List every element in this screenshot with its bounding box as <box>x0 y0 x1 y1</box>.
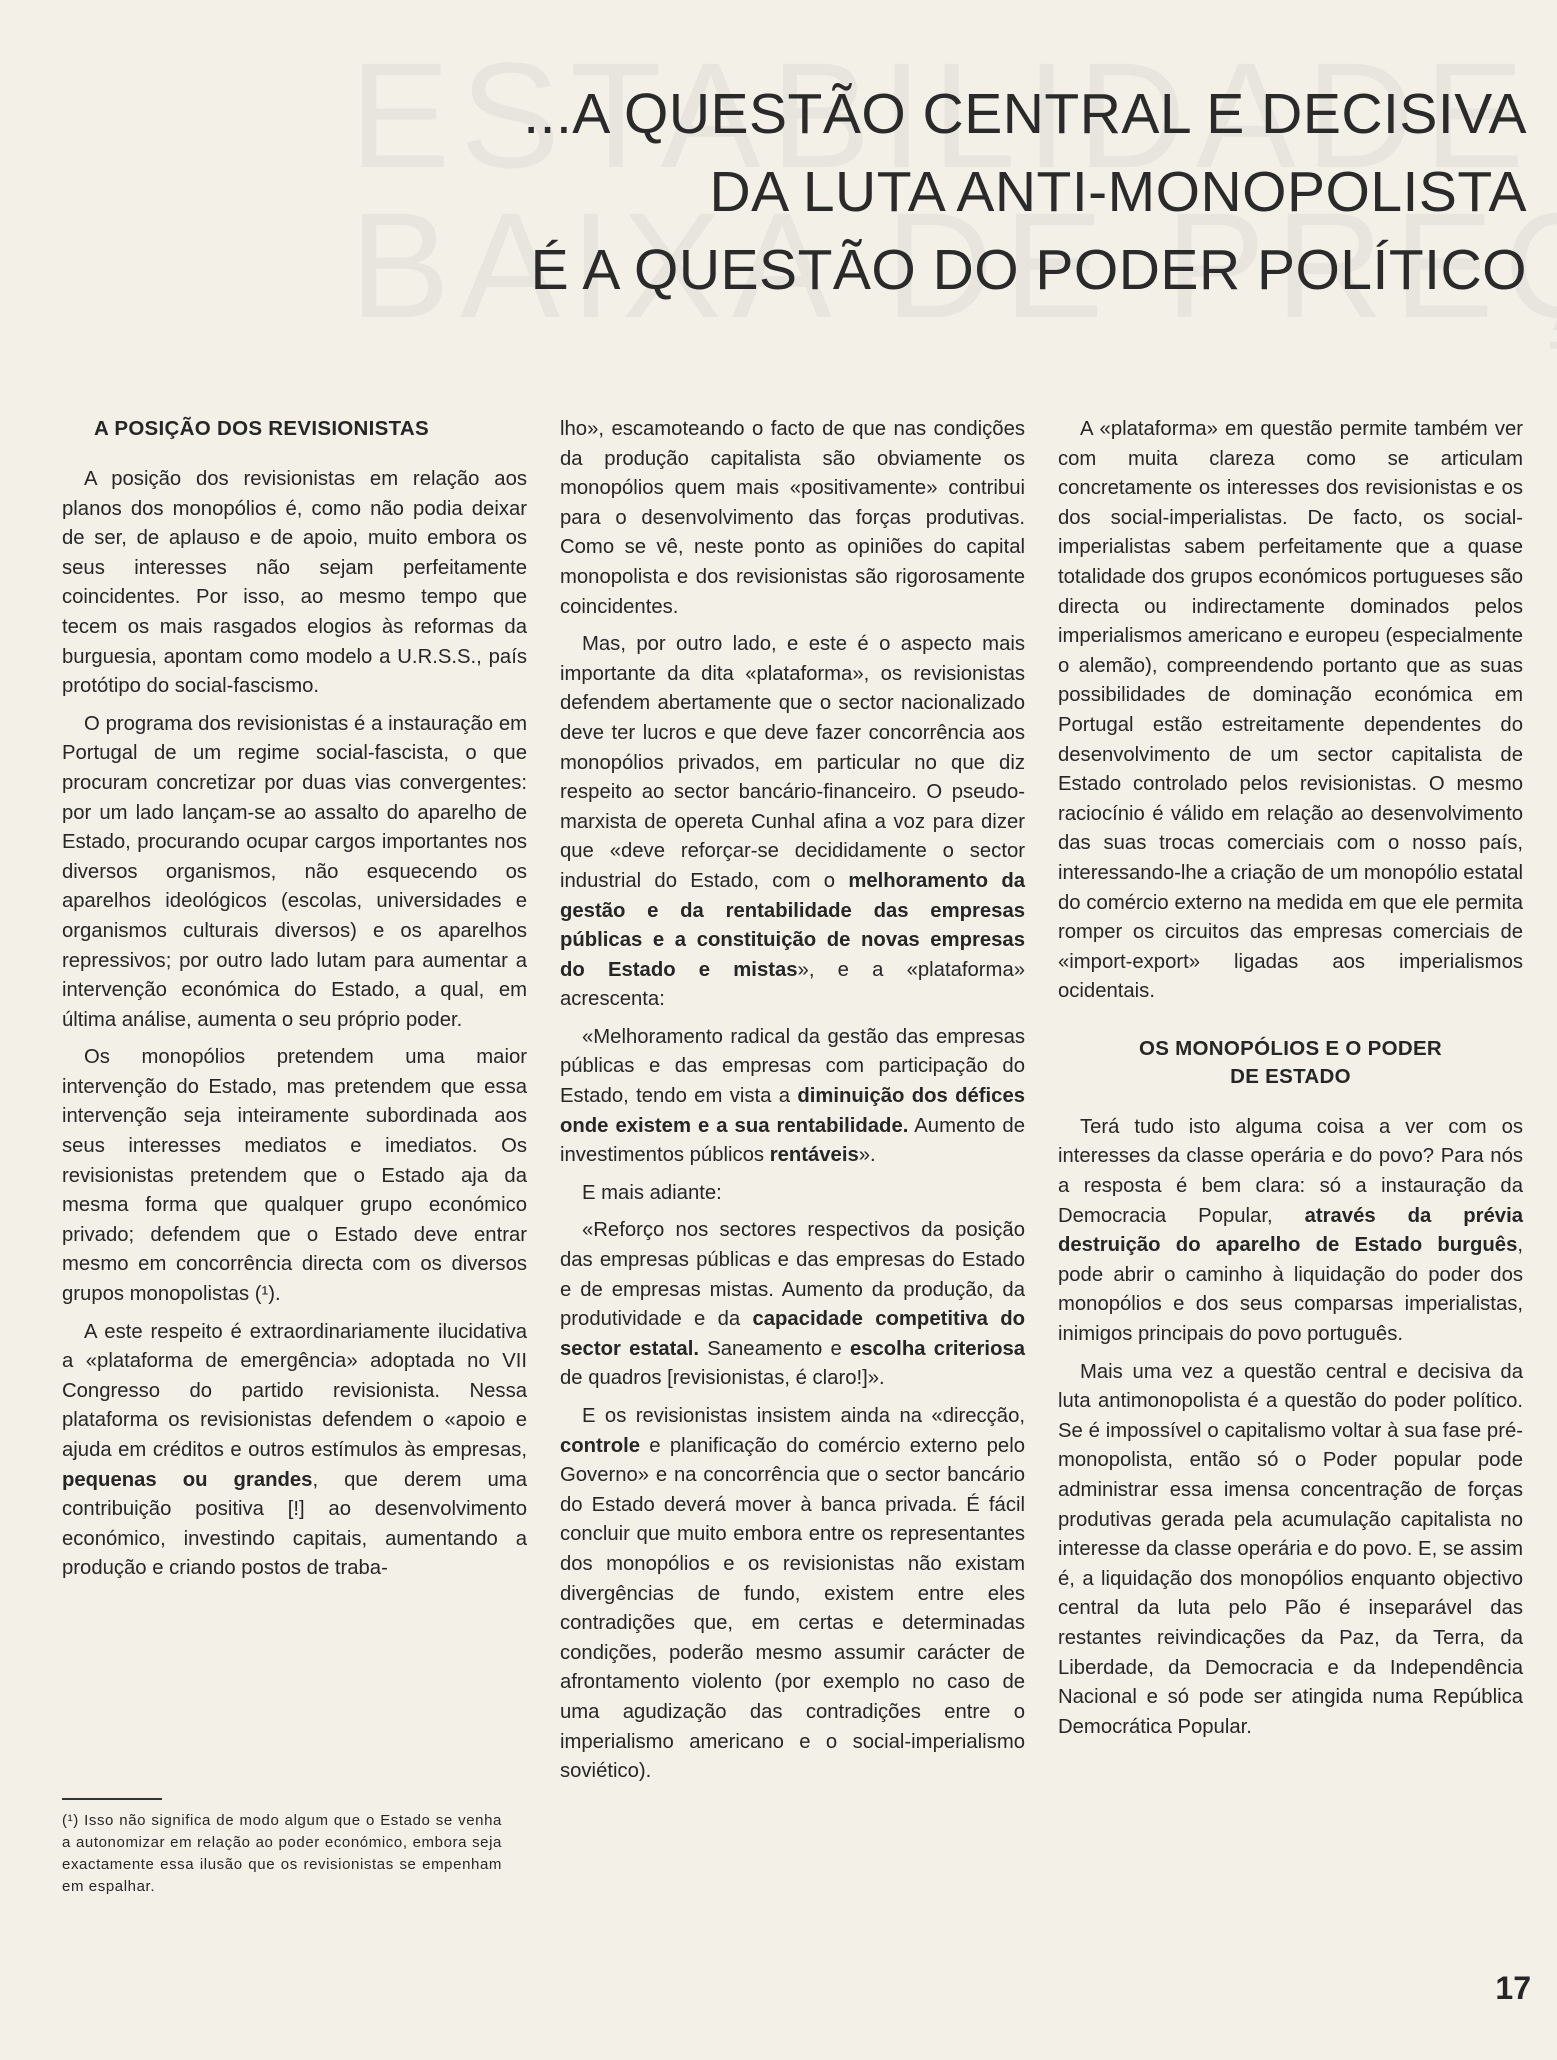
paragraph: lho», escamoteando o facto de que nas condições da produção capitalista são obviamente os monopólios quem mais «positivamente» contribui para o desenvolvimento das forças produtivas. Como se vê, neste ponto as opiniões do capital monopolista e dos revisionistas são rigorosamente coincidentes. <box>560 418 1025 618</box>
paragraph: Mais uma vez a questão central e decisiva da luta antimonopolista é a questão do poder político. Se é impossível o capitalismo voltar à sua fase pré-monopolista, então só o Poder popular pode administrar essa imensa concentração de forças produtivas gerada pela acumulação capitalista no interesse da classe operária e do povo. E, se assim é, a liquidação dos monopólios enquanto objectivo central da luta pelo Pão é inseparável das restantes reivindicações da Paz, da Terra, da Liberdade, da Democracia e da Independência Nacional e só pode ser atingida numa República Democrática Popular. <box>1058 1360 1523 1738</box>
bold-text: controle <box>560 1434 641 1457</box>
section-heading-monopolies <box>1058 1035 1523 1091</box>
text-run: , pode abrir o caminho à liquidação do poder dos monopólios e dos seus comparsas imperialistas, inimigos principais do povo português. <box>1058 1234 1523 1346</box>
footnote: (¹) Isso não significa de modo algum que o Estado se venha a autonomizar em relação ao poder económico, embora seja exactamente essa ilusão que os revisionistas se empenham em espalhar. <box>62 1812 502 1895</box>
paragraph: O programa dos revisionistas é a instauração em Portugal de um regime social-fascista, o que procuram concretizar por duas vias convergentes: por um lado lançam-se ao assalto do aparelho de Estado, procurando ocupar cargos importantes nos diversos organismos, não esquecendo os aparelhos ideológicos (escolas, universidades e organismos culturais diversos) e os aparelhos repressivos; por outro lado lutam para aumentar a intervenção económica do Estado, a qual, em última análise, aumenta o seu próprio poder. <box>62 712 527 1031</box>
bold-text: rentáveis <box>769 1144 859 1167</box>
footnote-divider <box>62 1798 162 1800</box>
text-run: , que derem uma contribuição positiva [!] ao desenvolvimento económico, investindo capitais, aumentando a produção e criando postos de traba- <box>62 1468 527 1580</box>
text-run: Aumento de investimentos públicos <box>560 1114 1025 1167</box>
paragraph <box>560 1023 1025 1171</box>
bold-text: pequenas ou grandes <box>62 1468 313 1491</box>
paragraph <box>560 1402 1025 1787</box>
paragraph: E mais adiante: <box>582 1181 722 1204</box>
text-run: de quadros [revisionistas, é claro!]». <box>560 1367 885 1390</box>
text-run: «Melhoramento radical da gestão das empresas públicas e das empresas com participação do Estado, tendo em vista a <box>560 1025 1025 1108</box>
heading-line: OS MONOPÓLIOS E O PODER <box>1138 1036 1443 1060</box>
text-column-2 <box>560 415 1025 1795</box>
text-run: Terá tudo isto alguma coisa a ver com os interesses da classe operária e do povo? Para nós a resposta é bem clara: só a instauração da Democracia Popular, <box>1058 1115 1523 1227</box>
paragraph <box>1058 1113 1523 1350</box>
text-run: ». <box>858 1144 876 1167</box>
text-column-1 <box>62 415 527 1592</box>
text-run: », e a «plataforma» acrescenta: <box>560 958 1025 1011</box>
paragraph <box>62 1318 527 1584</box>
bold-text: escolha criteriosa <box>849 1337 1026 1360</box>
text-run: E os revisionistas insistem ainda na «direcção, <box>582 1405 1025 1427</box>
bold-text: capacidade competitiva do sector estatal. <box>560 1308 1025 1360</box>
bold-text: melhoramento da gestão e da rentabilidade das empresas públicas e a constituição de novas empresas do Estado e mistas <box>560 869 1025 981</box>
section-heading-revisionists: A POSIÇÃO DOS REVISIONISTAS <box>94 417 430 440</box>
paragraph <box>560 1216 1025 1394</box>
text-column-3 <box>1058 415 1523 1750</box>
bold-text: através da prévia destruição do aparelho de Estado burguês <box>1058 1204 1523 1257</box>
text-run: Saneamento e <box>699 1337 850 1360</box>
paragraph: A posição dos revisionistas em relação aos planos dos monopólios é, como não podia deixar de ser, de aplauso e de apoio, muito embora os seus interesses não sejam perfeitamente coincidentes. Por isso, ao mesmo tempo que tecem os mais rasgados elogios às reformas da burguesia, apontam como modelo a U.R.S.S., país protótipo do social-fascismo. <box>62 468 527 698</box>
paragraph <box>560 630 1025 1015</box>
text-run: Mas, por outro lado, e este é o aspecto mais importante da dita «plataforma», os revisionistas defendem abertamente que o sector nacionalizado deve ter lucros e que deve fazer concorrência aos monopólios privados, em particular no que diz respeito ao sector bancário-financeiro. O pseudo-marxista de opereta Cunhal afina a voz para dizer que «deve reforçar-se decididamente o sector industrial do Estado, com o <box>560 633 1025 892</box>
page-number: 17 <box>1495 1970 1531 2006</box>
text-run: A este respeito é extraordinariamente ilucidativa a «plataforma de emergência» adoptada no VII Congresso do partido revisionista. Nessa plataforma os revisionistas defendem o «apoio e ajuda em créditos e outros estímulos às empresas, <box>62 1320 527 1461</box>
headline-line-1: ...A QUESTÃO CENTRAL E DECISIVA <box>523 82 1527 146</box>
paragraph: Os monopólios pretendem uma maior intervenção do Estado, mas pretendem que essa intervenção seja inteiramente subordinada aos seus interesses mediatos e imediatos. Os revisionistas pretendem que o Estado aja da mesma forma que qualquer grupo económico privado; defendem que o Estado deve entrar mesmo em concorrência directa com os diversos grupos monopolistas (¹). <box>62 1046 527 1306</box>
text-run: e planificação do comércio externo pelo Governo» e na concorrência que o sector bancário do Estado deverá mover à banca privada. É fácil concluir que muito embora entre os representantes dos monopólios e os revisionistas não existam divergências de fundo, existem entre eles contradições que, em certas e determinadas condições, poderão mesmo assumir carácter de afrontamento violento (por exemplo no caso de uma agudização das contradições entre o imperialismo americano e o social-imperialismo soviético). <box>560 1434 1025 1783</box>
article-headline <box>427 75 1527 309</box>
bold-text: diminuição dos défices onde existem e a sua rentabilidade. <box>560 1085 1026 1137</box>
heading-line: DE ESTADO <box>1230 1064 1351 1088</box>
headline-line-3: É A QUESTÃO DO PODER POLÍTICO <box>530 238 1527 302</box>
headline-line-2: DA LUTA ANTI-MONOPOLISTA <box>709 160 1527 224</box>
paragraph: A «plataforma» em questão permite também ver com muita clareza como se articulam concretamente os interesses dos revisionistas e os dos social-imperialistas. De facto, os social-imperialistas sabem perfeitamente que a quase totalidade dos grupos económicos portugueses são directa ou indirectamente dominados pelos imperialismos americano e europeu (especialmente o alemão), compreendendo portanto que as suas possibilidades de dominação económica em Portugal estão estreitamente dependentes do desenvolvimento de um sector capitalista de Estado controlado pelos revisionistas. O mesmo raciocínio é válido em relação ao desenvolvimento das suas trocas comerciais com o nosso país, interessando-lhe a criação de um monopólio estatal do comércio externo na medida em que ele permita romper os circuitos das empresas comerciais de «import-export» ligadas aos imperialismos ocidentais. <box>1058 418 1523 1003</box>
text-run: «Reforço nos sectores respectivos da posição das empresas públicas e das empresas do Estado e de empresas mistas. Aumento da produção, da produtividade e da <box>560 1219 1025 1331</box>
